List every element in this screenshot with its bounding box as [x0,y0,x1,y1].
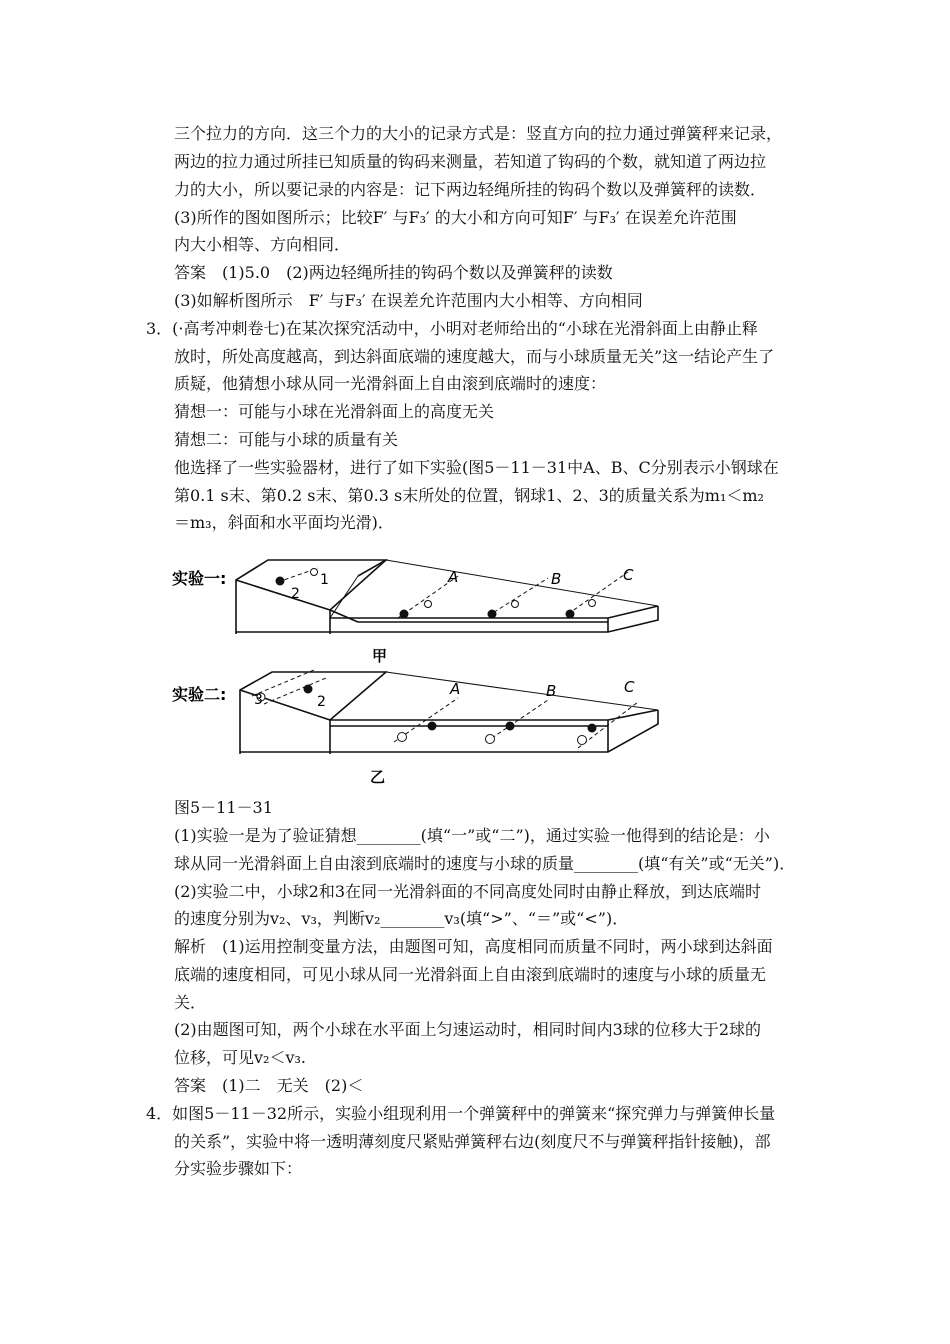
answer-line: (3)如解析图所示 F′ 与F₃′ 在误差允许范围内大小相等、方向相同 [174,291,643,310]
ball-1-C [589,600,596,607]
ball-1-exp1 [311,569,318,576]
ball-label-1: 1 [320,572,329,588]
ball-1-A [425,601,432,608]
analysis-line: 关． [174,993,207,1012]
text-line: 三个拉力的方向．这三个力的大小的记录方式是：竖直方向的拉力通过弹簧秤来记录， [174,124,783,143]
ball-2-C2 [588,724,597,733]
question-3-line: 放时，所处高度越高，到达斜面底端的速度越大，而与小球质量无关”这一结论产生了 [174,347,775,366]
text-line: 内大小相等、方向相同． [174,235,351,254]
ball-3-C [578,736,587,745]
analysis-line: 位移，可见v₂＜v₃. [174,1048,306,1067]
guess-1: 猜想一：可能与小球在光滑斜面上的高度无关 [174,402,495,421]
ball-label-3: 3 [254,692,263,708]
subquestion-line: 球从同一光滑斜面上自由滚到底端时的速度与小球的质量________(填“有关”或“无关”)． [174,854,796,873]
point-C2-label: C [624,678,635,696]
question-3-line: 3．(·高考冲刺卷七)在某次探究活动中，小明对老师给出的“小球在光滑斜面上由静止释 [146,319,758,338]
ball-2-A [400,610,409,619]
subquestion-line: (2)实验二中，小球2和3在同一光滑斜面的不同高度处同时由静止释放，到达底端时 [174,882,762,901]
question-3-line: ＝m₃，斜面和水平面均光滑)． [174,513,394,532]
point-B-label: B [551,570,562,588]
ball-1-B [512,601,519,608]
ball-2-exp2 [304,685,313,694]
question-3-line: 第0.1 s末、第0.2 s末、第0.3 s末所处的位置，钢球1、2、3的质量关系为m₁＜m₂ [174,486,764,505]
exp2-label: 实验二: [172,685,227,704]
question-3-line: 质疑，他猜想小球从同一光滑斜面上自由滚到底端时的速度： [174,374,607,393]
point-C-label: C [623,566,634,584]
analysis-line: 解析 (1)运用控制变量方法，由题图可知，高度相同而质量不同时，两小球到达斜面 [174,937,773,956]
ball-2-exp1 [276,577,285,586]
caption-yi: 乙 [370,768,386,786]
text-line: 两边的拉力通过所挂已知质量的钩码来测量，若知道了钩码的个数，就知道了两边拉 [174,152,767,171]
ball-label-2b: 2 [317,694,326,710]
question-3-line: 他选择了一些实验器材，进行了如下实验(图5－11－31中A、B、C分别表示小钢球在 [174,458,779,477]
ball-3-B [486,735,495,744]
ramp-2 [240,672,658,754]
question-4-line: 分实验步骤如下： [174,1159,303,1178]
subquestion-line: 的速度分别为v₂、v₃，判断v₂________v₃(填“>”、“＝”或“<”)． [174,909,629,928]
ball-2-C [566,610,575,619]
ball-label-2: 2 [291,586,300,602]
ball-3-A [398,733,407,742]
subquestion-line: (1)实验一是为了验证猜想________(填“一”或“二”)，通过实验一他得到的结论是：小 [174,826,770,845]
text-line: 力的大小，所以要记录的内容是：记下两边轻绳所挂的钩码个数以及弹簧秤的读数． [174,180,767,199]
analysis-line: (2)由题图可知，两个小球在水平面上匀速运动时，相同时间内3球的位移大于2球的 [174,1020,762,1039]
ball-2-A2 [428,722,437,731]
question-4-line: 的关系”，实验中将一透明薄刻度尺紧贴弹簧秤右边(刻度尺不与弹簧秤指针接触)，部 [174,1132,771,1151]
figure-caption: 图5－11－31 [174,798,273,817]
point-A2-label: A [450,680,461,698]
exp1-label: 实验一: [172,569,227,588]
caption-jia: 甲 [372,647,388,665]
ball-2-B [488,610,497,619]
experiment-figure [168,556,668,790]
analysis-line: 底端的速度相同，可见小球从同一光滑斜面上自由滚到底端时的速度与小球的质量无 [174,965,767,984]
answer-line: 答案 (1)5.0 (2)两边轻绳所挂的钩码个数以及弹簧秤的读数 [174,263,613,282]
question-4-line: 4．如图5－11－32所示，实验小组现利用一个弹簧秤中的弹簧来“探究弹力与弹簧伸长量 [146,1104,776,1123]
answer-line: 答案 (1)二 无关 (2)＜ [174,1076,364,1095]
point-A-label: A [448,568,459,586]
ball-2-B2 [506,722,515,731]
guess-2: 猜想二：可能与小球的质量有关 [174,430,399,449]
text-line: (3)所作的图如图所示；比较F′ 与F₃′ 的大小和方向可知F′ 与F₃′ 在误差允许范围 [174,208,737,227]
point-B2-label: B [546,682,557,700]
